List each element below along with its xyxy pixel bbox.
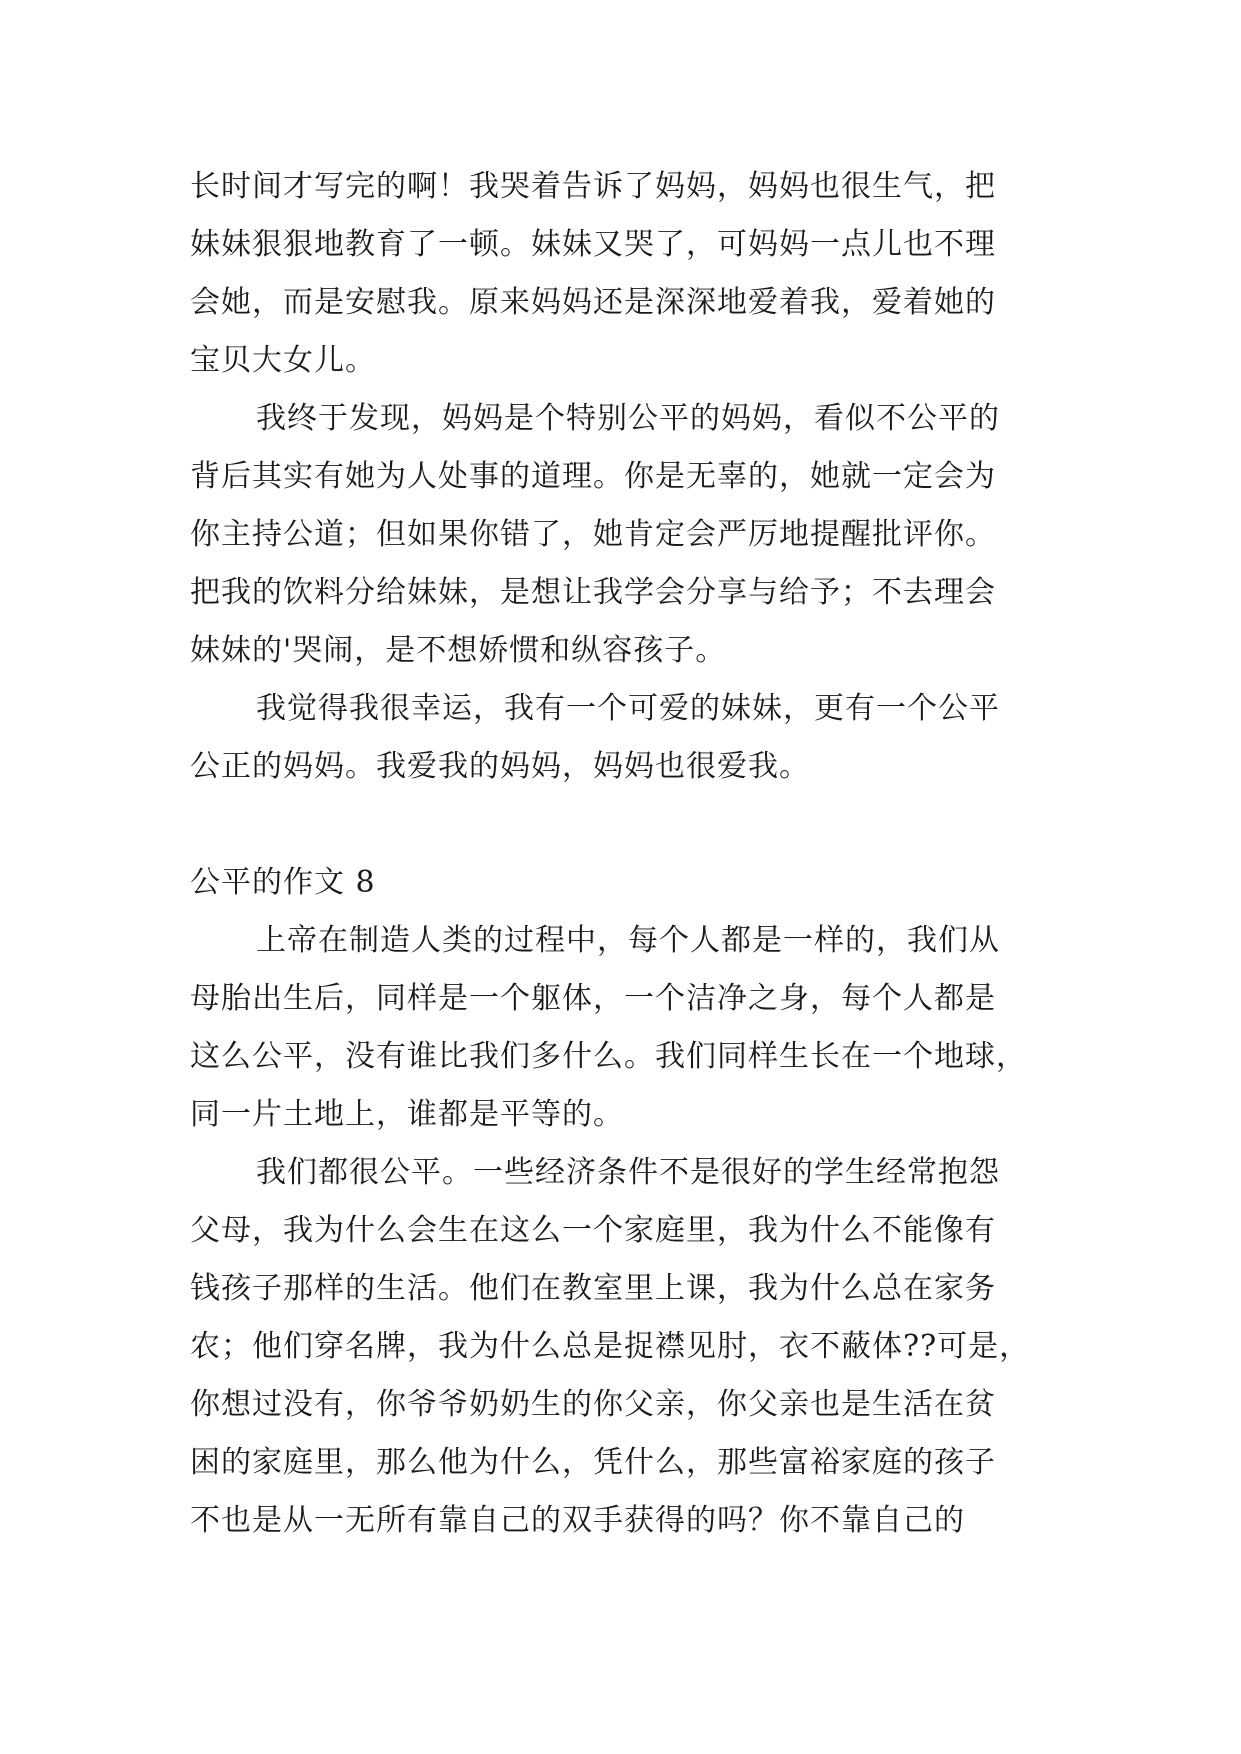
text-line: 宝贝大女儿。: [190, 343, 376, 378]
section-heading: 公平的作文 8: [190, 865, 376, 900]
text-line: 妹妹狠狠地教育了一顿。妹妹又哭了，可妈妈一点儿也不理: [190, 227, 996, 262]
text-line: 把我的饮料分给妹妹，是想让我学会分享与给予；不去理会: [190, 575, 996, 610]
text-line: 母胎出生后，同样是一个躯体，一个洁净之身，每个人都是: [190, 981, 996, 1016]
essay-continuation: [190, 158, 1058, 796]
text-line: 背后其实有她为人处事的道理。你是无辜的，她就一定会为: [190, 459, 996, 494]
text-line: 公正的妈妈。我爱我的妈妈，妈妈也很爱我。: [190, 749, 810, 784]
text-line: 你主持公道；但如果你错了，她肯定会严厉地提醒批评你。: [190, 517, 996, 552]
text-line: 困的家庭里，那么他为什么，凭什么，那些富裕家庭的孩子: [190, 1445, 996, 1480]
text-line: 上帝在制造人类的过程中，每个人都是一样的，我们从: [256, 923, 1000, 958]
text-line: 我们都很公平。一些经济条件不是很好的学生经常抱怨: [256, 1155, 1000, 1190]
text-line: 你想过没有，你爷爷奶奶生的你父亲，你父亲也是生活在贫: [190, 1387, 996, 1422]
text-line: 不也是从一无所有靠自己的双手获得的吗？你不靠自己的: [190, 1503, 965, 1538]
text-line: 钱孩子那样的生活。他们在教室里上课，我为什么总在家务: [190, 1271, 996, 1306]
text-line: 我终于发现，妈妈是个特别公平的妈妈，看似不公平的: [256, 401, 1000, 436]
text-line: 会她，而是安慰我。原来妈妈还是深深地爱着我，爱着她的: [190, 285, 996, 320]
text-line: 我觉得我很幸运，我有一个可爱的妹妹，更有一个公平: [256, 691, 1000, 726]
text-line: 长时间才写完的啊！我哭着告诉了妈妈，妈妈也很生气，把: [190, 169, 996, 204]
text-line: 农；他们穿名牌，我为什么总是捉襟见肘，衣不蔽体??可是，: [190, 1329, 1031, 1364]
essay-section: [190, 854, 1058, 1550]
text-line: 同一片土地上，谁都是平等的。: [190, 1097, 624, 1132]
text-line: 妹妹的'哭闹，是不想娇惯和纵容孩子。: [190, 633, 727, 668]
text-line: 这么公平，没有谁比我们多什么。我们同样生长在一个地球，: [190, 1039, 1027, 1074]
text-line: 父母，我为什么会生在这么一个家庭里，我为什么不能像有: [190, 1213, 996, 1248]
